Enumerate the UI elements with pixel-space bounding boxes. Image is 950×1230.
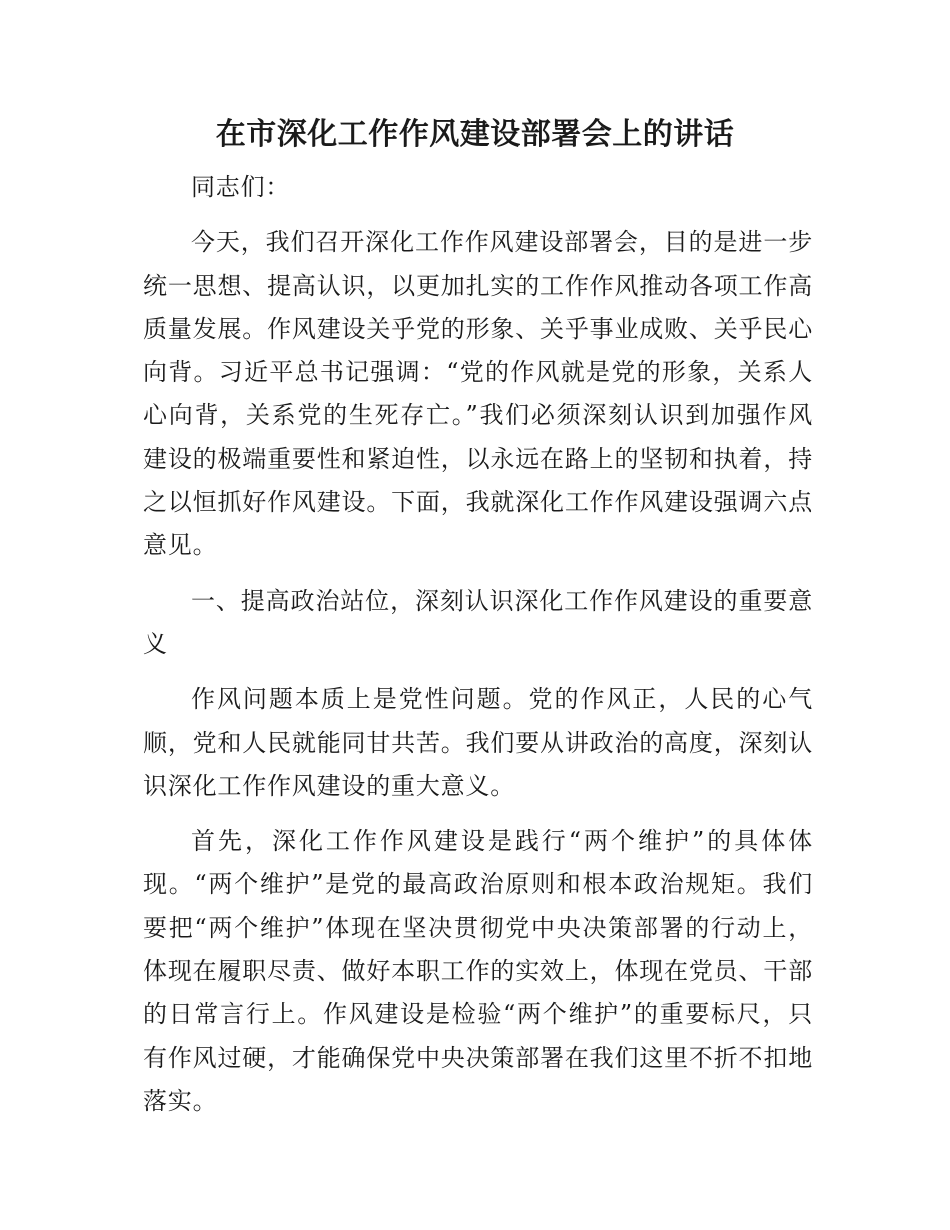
document-body xyxy=(143,166,813,1135)
paragraph-two-upholds: 首先，深化工作作风建设是践行“两个维护”的具体体现。“两个维护”是党的最高政治原则和根本政治规矩。我们要把“两个维护”体现在坚决贯彻党中央决策部署的行动上，体现在履职尽责、做好本职工作的实效上，体现在党员、干部的日常言行上。作风建设是检验“两个维护”的重要标尺，只有作风过硬，才能确保党中央决策部署在我们这里不折不扣地落实。 xyxy=(143,827,813,1115)
salutation: 同志们： xyxy=(191,173,291,201)
paragraph-party-character: 作风问题本质上是党性问题。党的作风正，人民的心气顺，党和人民就能同甘共苦。我们要从讲政治的高度，深刻认识深化工作作风建设的重大意义。 xyxy=(143,685,813,800)
paragraph-intro: 今天，我们召开深化工作作风建设部署会，目的是进一步统一思想、提高认识，以更加扎实的工作作风推动各项工作高质量发展。作风建设关乎党的形象、关乎事业成败、关乎民心向背。习近平总书记强调：“党的作风就是党的形象，关系人心向背，关系党的生死存亡。”我们必须深刻认识到加强作风建设的极端重要性和紧迫性，以永远在路上的坚韧和执着，持之以恒抓好作风建设。下面，我就深化工作作风建设强调六点意见。 xyxy=(143,228,813,560)
document-title: 在市深化工作作风建设部署会上的讲话 xyxy=(215,117,735,152)
section-heading-1: 一、提高政治站位，深刻认识深化工作作风建设的重要意义 xyxy=(143,586,813,658)
